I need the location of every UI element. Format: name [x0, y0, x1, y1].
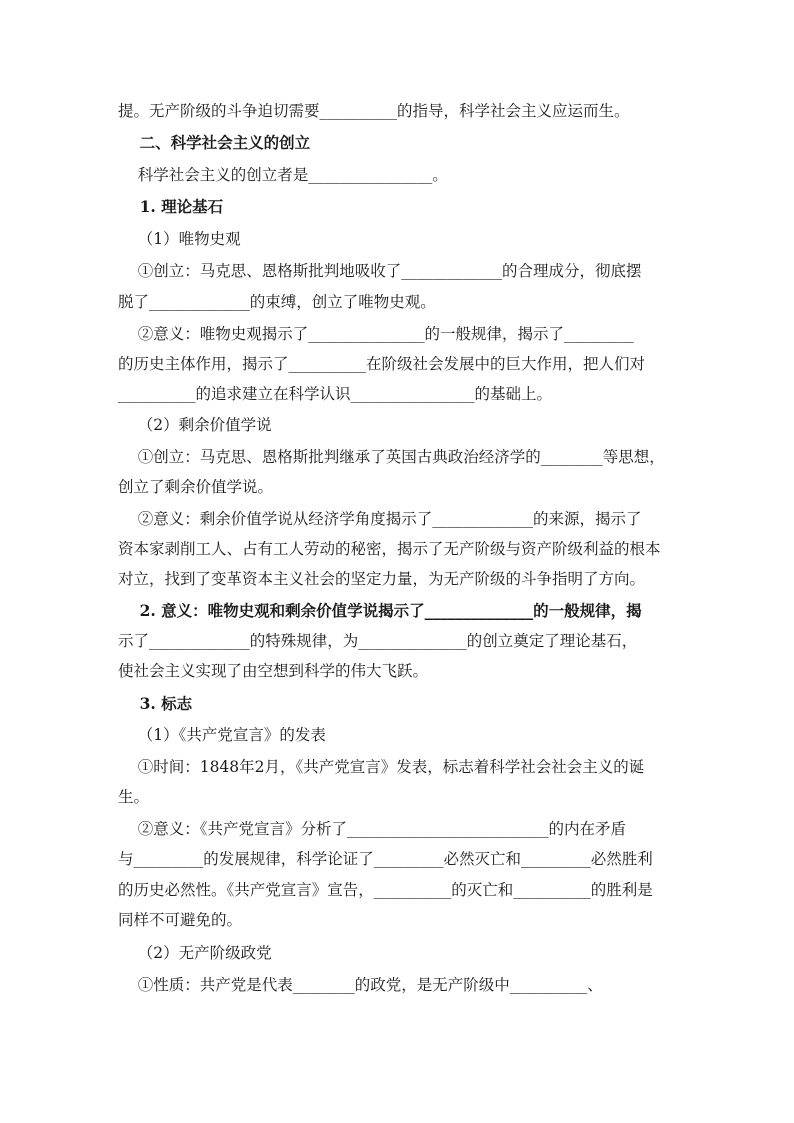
text-line: 资本家剥削工人、占有工人劳动的秘密，揭示了无产阶级与资产阶级利益的根本 — [118, 540, 661, 558]
text-line: 的历史主体作用，揭示了__________在阶级社会发展中的巨大作用，把人们对 — [118, 355, 646, 373]
section-heading: 二、科学社会主义的创立 — [118, 133, 311, 152]
text-line: ②意义：《共产党宣言》分析了__________________________的内在矛盾 — [118, 820, 626, 838]
text-line: ①时间：1848年2月，《共产党宣言》发表，标志着科学社会社会主义的诞 — [118, 758, 645, 776]
text-line: 提。无产阶级的斗争迫切需要__________的指导，科学社会主义应运而生。 — [118, 102, 630, 120]
text-line: 脱了_____________的束缚，创立了唯物史观。 — [118, 293, 436, 311]
subsection-heading: 3. 标志 — [118, 694, 193, 713]
subsection-heading: 2. 意义：唯物史观和剩余价值学说揭示了______________的一般规律，揭 — [118, 601, 642, 620]
text-line: 生。 — [118, 788, 150, 806]
item-heading: （2）无产阶级政党 — [118, 944, 272, 962]
item-heading: （2）剩余价值学说 — [118, 416, 272, 434]
text-line: 示了_____________的特殊规律，为______________的创立奠定了理论基石， — [118, 632, 638, 650]
text-line: ①创立：马克思、恩格斯批判继承了英国古典政治经济学的________等思想， — [118, 448, 665, 466]
text-line: ②意义：唯物史观揭示了_______________的一般规律，揭示了_________ — [118, 325, 634, 343]
subsection-heading: 1. 理论基石 — [118, 197, 224, 216]
item-heading: （1）唯物史观 — [118, 230, 241, 248]
text-line: 与_________的发展规律，科学论证了_________必然灭亡和_________必然胜利 — [118, 850, 653, 868]
text-line: 使社会主义实现了由空想到科学的伟大飞跃。 — [118, 662, 429, 680]
item-heading: （1）《共产党宣言》的发表 — [118, 726, 326, 744]
text-line: 科学社会主义的创立者是________________。 — [118, 166, 448, 184]
text-line: __________的追求建立在科学认识________________的基础上。 — [118, 385, 553, 403]
text-line: 的历史必然性。《共产党宣言》宣告，__________的灭亡和__________的胜利是 — [118, 881, 653, 899]
text-line: ②意义：剩余价值学说从经济学角度揭示了_____________的来源，揭示了 — [118, 510, 642, 528]
text-line: ①性质：共产党是代表________的政党，是无产阶级中__________、 — [118, 976, 603, 994]
text-line: 创立了剩余价值学说。 — [118, 478, 274, 496]
text-line: ①创立：马克思、恩格斯批判地吸收了_____________的合理成分，彻底摆 — [118, 262, 642, 280]
text-line: 对立，找到了变革资本主义社会的坚定力量，为无产阶级的斗争指明了方向。 — [118, 570, 646, 588]
text-line: 同样不可避免的。 — [118, 911, 243, 929]
